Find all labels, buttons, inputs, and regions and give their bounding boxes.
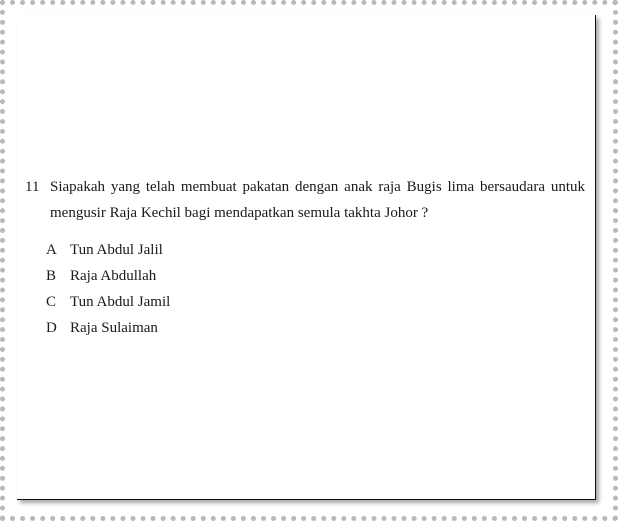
option-c [46,289,170,315]
question-text [50,174,585,226]
option-b [46,263,170,289]
question-text-line-2: mengusir Raja Kechil bagi mendapatkan semula takhta Johor ? [50,205,429,221]
option-text: Raja Abdullah [70,268,157,284]
answer-options [46,237,170,341]
option-letter: D [46,320,57,336]
option-letter: C [46,294,57,310]
option-text: Raja Sulaiman [70,320,158,336]
question-number: 11 [25,179,40,195]
option-letter: A [46,242,57,258]
question-text-line-1: Siapakah yang telah membuat pakatan dengan anak raja Bugis lima bersaudara untuk [50,179,585,195]
option-d [46,315,170,341]
option-letter: B [46,268,57,284]
option-a [46,237,170,263]
option-text: Tun Abdul Jamil [70,294,171,310]
option-text: Tun Abdul Jalil [70,242,163,258]
